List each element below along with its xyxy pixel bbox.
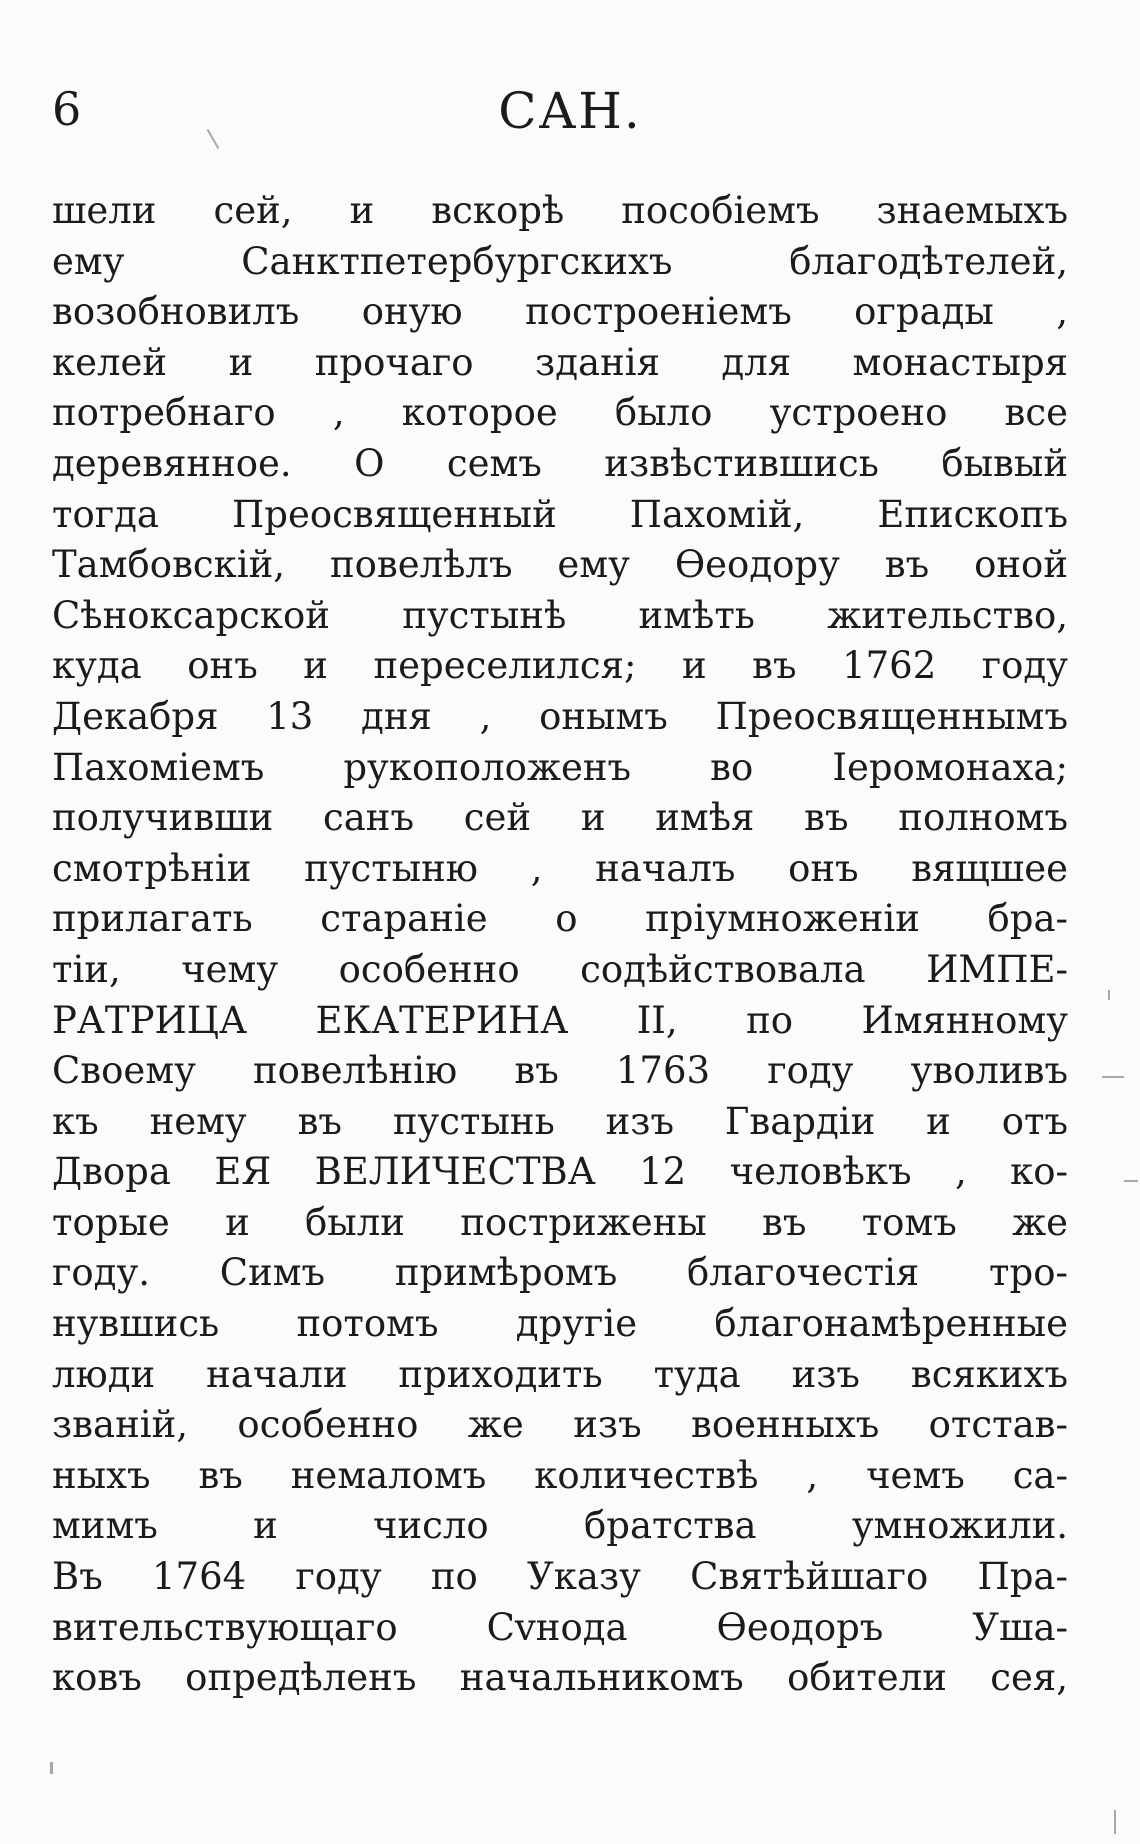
text-line: Сѣноксарской пустынѣ имѣть жительство,	[52, 593, 1068, 637]
text-line: къ нему въ пустынь изъ Гвардіи и отъ	[52, 1099, 1068, 1143]
scan-speck	[1124, 1180, 1138, 1182]
text-line: торые и были пострижены въ томъ же	[52, 1200, 1068, 1244]
text-line: ковъ опредѣленъ начальникомъ обители сея,	[52, 1656, 1068, 1700]
text-line: Пахоміемъ рукоположенъ во Іеромонаха;	[52, 745, 1068, 789]
text-line: ему Санктпетербургскихъ благодѣтелей,	[52, 239, 1068, 283]
text-line: вительствующаго Сvнода Ѳеодоръ Уша-	[52, 1605, 1068, 1649]
text-line: деревянное. О семъ извѣстившись бывый	[52, 441, 1068, 485]
text-line: тіи, чему особенно содѣйствовала ИМПЕ-	[52, 947, 1068, 991]
text-line: Въ 1764 году по Указу Святѣйшаго Пра-	[52, 1555, 1068, 1599]
scan-speck	[1102, 1076, 1124, 1078]
text-line: прилагать стараніе о пріумноженіи бра-	[52, 897, 1068, 941]
text-line: нувшись потомъ другіе благонамѣренные	[52, 1302, 1068, 1346]
running-head: САН.	[498, 82, 642, 140]
scan-speck	[50, 1762, 53, 1774]
text-line: Своему повелѣнію въ 1763 году уволивъ	[52, 1049, 1068, 1093]
scan-speck	[1114, 1810, 1116, 1834]
text-line: люди начали приходить туда изъ всякихъ	[52, 1352, 1068, 1396]
text-line: шели сей, и вскорѣ пособіемъ знаемыхъ	[52, 189, 1068, 232]
text-line: мимъ и число братства умножили.	[52, 1504, 1068, 1548]
text-line: келей и прочаго зданія для монастыря	[52, 340, 1068, 384]
text-line: Двора ЕЯ ВЕЛИЧЕСТВА 12 человѣкъ , ко-	[52, 1150, 1068, 1194]
body-text	[52, 186, 1068, 1704]
text-line: потребнаго , которое было устроено все	[52, 391, 1068, 435]
text-line: тогда Преосвященный Пахомій, Епископъ	[52, 492, 1068, 536]
text-line: году. Симъ примѣромъ благочестія тро-	[52, 1251, 1068, 1295]
text-line: званій, особенно же изъ военныхъ отстав-	[52, 1403, 1068, 1447]
text-line: Декабря 13 дня , онымъ Преосвященнымъ	[52, 694, 1068, 738]
text-line: получивши санъ сей и имѣя въ полномъ	[52, 796, 1068, 840]
text-line: ныхъ въ немаломъ количествѣ , чемъ са-	[52, 1453, 1068, 1497]
page-number: 6	[52, 82, 82, 136]
text-line: смотрѣніи пустыню , началъ онъ вящшее	[52, 846, 1068, 890]
scan-speck	[1108, 990, 1110, 1000]
text-line: Тамбовскій, повелѣлъ ему Ѳеодору въ оной	[52, 543, 1068, 587]
text-line: куда онъ и переселился; и въ 1762 году	[52, 644, 1068, 688]
text-line: возобновилъ оную построеніемъ ограды ,	[52, 290, 1068, 334]
text-line: РАТРИЦА ЕКАТЕРИНА II, по Имянному	[52, 998, 1068, 1042]
